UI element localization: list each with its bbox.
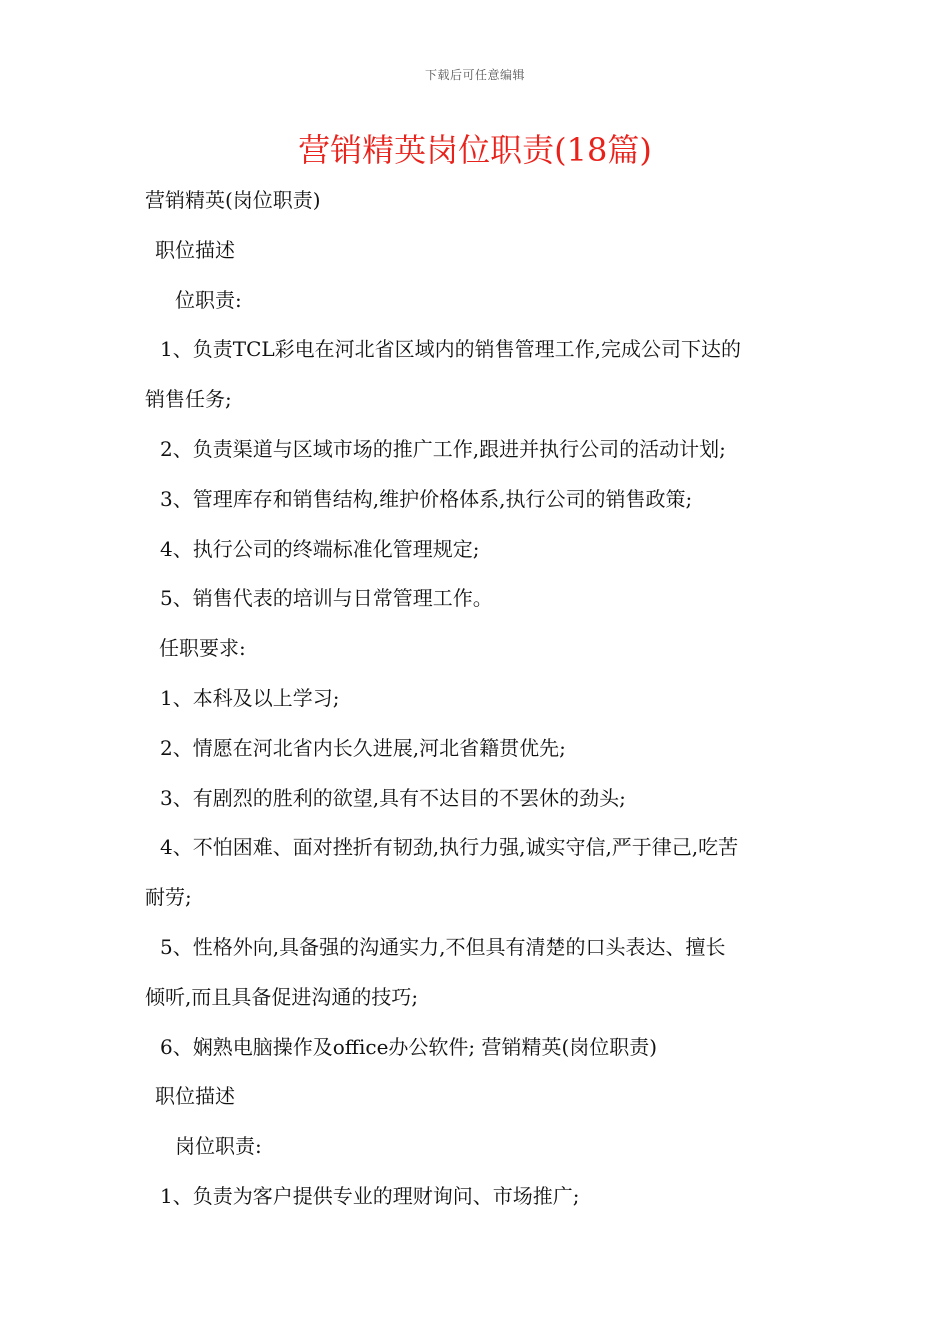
list-item: 4、不怕困难、面对挫折有韧劲,执行力强,诚实守信,严于律己,吃苦 bbox=[160, 835, 739, 860]
document-body bbox=[145, 176, 815, 1222]
subheading-job-description: 职位描述 bbox=[155, 237, 235, 262]
subheading-duties: 位职责: bbox=[175, 287, 242, 312]
list-item: 1、负责TCL彩电在河北省区域内的销售管理工作,完成公司下达的 bbox=[160, 337, 742, 362]
list-item: 3、管理库存和销售结构,维护价格体系,执行公司的销售政策; bbox=[160, 486, 693, 511]
list-item: 6、娴熟电脑操作及office办公软件; 营销精英(岗位职责) bbox=[160, 1034, 658, 1059]
document-title: 营销精英岗位职责(18篇) bbox=[298, 131, 652, 169]
section-heading: 营销精英(岗位职责) bbox=[145, 188, 321, 212]
list-item: 2、负责渠道与区域市场的推广工作,跟进并执行公司的活动计划; bbox=[160, 436, 726, 461]
header-note: 下载后可任意编辑 bbox=[424, 68, 525, 82]
list-item: 1、负责为客户提供专业的理财询问、市场推广; bbox=[160, 1183, 580, 1208]
list-item: 5、性格外向,具备强的沟通实力,不但具有清楚的口头表达、擅长 bbox=[160, 934, 726, 959]
list-item-continuation: 销售任务; bbox=[145, 387, 232, 412]
subheading-job-description: 职位描述 bbox=[155, 1084, 235, 1109]
list-item: 4、执行公司的终端标准化管理规定; bbox=[160, 536, 480, 561]
list-item-continuation: 耐劳; bbox=[145, 885, 192, 910]
subheading-duties: 岗位职责: bbox=[175, 1134, 262, 1159]
list-item: 1、本科及以上学习; bbox=[160, 685, 340, 710]
list-item-continuation: 倾听,而且具备促进沟通的技巧; bbox=[145, 984, 419, 1009]
list-item: 2、情愿在河北省内长久进展,河北省籍贯优先; bbox=[160, 735, 566, 760]
list-item: 5、销售代表的培训与日常管理工作。 bbox=[160, 586, 493, 611]
subheading-requirements: 任职要求: bbox=[159, 636, 246, 661]
list-item: 3、有剧烈的胜利的欲望,具有不达目的不罢休的劲头; bbox=[160, 785, 626, 810]
